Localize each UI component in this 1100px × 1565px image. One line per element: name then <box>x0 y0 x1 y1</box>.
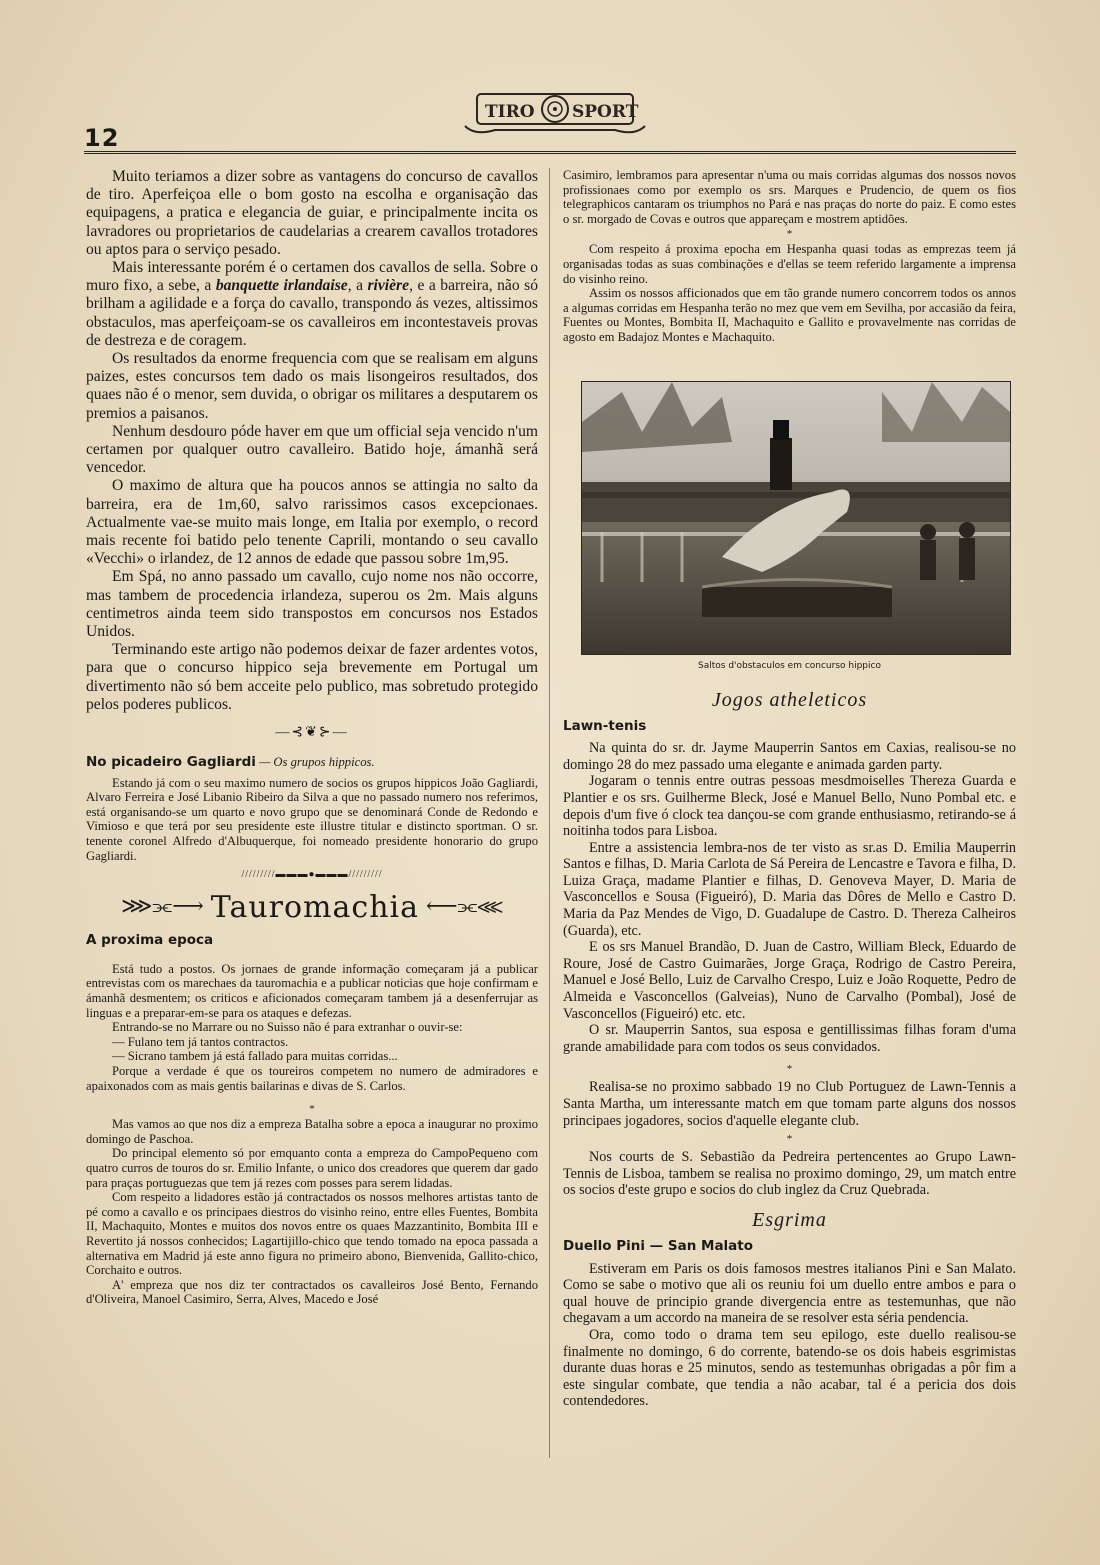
article-title: Lawn-tenis <box>563 717 647 734</box>
paragraph: Assim os nossos afficionados que em tão grande numero concorrem todos os annos a algumas corridas em Hespanha terão no mez que vem em Sevilha, por accasião da feira, Fuentes ou Montes, Bombita II, Machaquito e Gallito e provavelmente nas corridas de agosto em Badajoz Montes e Machaquito. <box>563 286 1016 344</box>
right-column <box>563 168 1016 1410</box>
paragraph: Nos courts de S. Sebastião da Pedreira pertencentes ao Grupo Lawn-Tennis de Lisboa, tambem se realisa no proximo domingo, 29, um match entre os socios d'este grupo e socios do club inglez da Cruz Quebrada. <box>563 1149 1016 1199</box>
paragraph: Mas vamos ao que nos diz a empreza Batalha sobre a epoca a inaugurar no proximo domingo de Paschoa. <box>86 1117 538 1146</box>
text: , e a barreira, não só brilham a agilidade e a força do cavallo, transpondo ás vezes, altissimos obstaculos, mas aperfeiçoam-se os cavalleiros em incontestaveis provas de destreza e de coragem. <box>86 277 538 349</box>
paragraph: Porque a verdade é que os toureiros competem no numero de admiradores e apaixonados com as mais gentis bailarinas e divas de S. Carlos. <box>86 1064 538 1093</box>
paragraph: — Fulano tem já tantos contractos. <box>112 1034 289 1049</box>
svg-text:SPORT: SPORT <box>572 102 639 122</box>
paragraph: Está tudo a postos. Os jornaes de grande informação começaram já a publicar entrevistas com os marechaes da tauromachia e a publicar noticias que hoje confirmam e ámanhã desmentem; os criticos e aficionados começaram tambem já a desenferrujar as linguas e a preparar-em-se para os ataques e defezas. <box>86 961 538 1020</box>
paragraph: Os resultados da enorme frequencia com que se realisam em alguns paizes, estes concursos tem dado os mais lisongeiros resultados, dos quaes não é o menor, sem duvida, o obrigar os militares a desputarem os premios a paisanos. <box>86 350 538 422</box>
paragraph: — Sicrano tambem já está fallado para muitas corridas... <box>112 1049 398 1064</box>
svg-text:TIRO: TIRO <box>485 102 535 122</box>
masthead-logo <box>455 86 655 138</box>
ornament-divider: /////////▬▬▬●▬▬▬///////// <box>241 869 383 881</box>
horse-jump-photo <box>581 381 1011 655</box>
paragraph: Jogaram o tennis entre outras pessoas mesdmoiselles Thereza Guarda e Plantier e os srs. Guilherme Bleck, José e Manuel Bello, Nuno Pombal etc. e depois d'um five ó clock tea dançou-se com grande enthusiasmo, retirando-se á noitinha todos para Lisboa. <box>563 773 1016 840</box>
left-column <box>86 168 538 1307</box>
asterisk-divider: * <box>786 228 793 241</box>
paragraph: Em Spá, no anno passado um cavallo, cujo nome nos não occorre, mas tambem de procedencia irlandeza, superou os 2m. Mais alguns centimetros ainda teem sido transpostos em concursos nos Estados Unidos. <box>86 568 538 641</box>
paragraph: Terminando este artigo não podemos deixar de fazer ardentes votos, para que o concurso hippico seja brevemente em Portugal um divertimento não só bem acceite pelo publico, mas sobretudo protegido pelos poderes publicos. <box>86 641 538 713</box>
article-subtitle: — Os grupos hippicos. <box>255 755 375 770</box>
article-title: No picadeiro Gagliardi <box>86 754 256 771</box>
paragraph: Muito teriamos a dizer sobre as vantagens do concurso de cavallos de tiro. Aperfeiçoa elle o bom gosto na escolha e organisação das equipagens, a pratica e elegancia de guiar, e principalmente incita os lavradores ou proprietarios de caudelarias a crearem cavallos trotadores ou aptos para o serviço pesado. <box>86 168 538 258</box>
paragraph: Estando já com o seu maximo numero de socios os grupos hippicos João Gagliardi, Alvaro Ferreira e José Libanio Ribeiro da Silva a que no passado numero nos referimos, está organisando-se um quarto e novo grupo que se denominará Conde de Redondo e Vimioso e que terá por seu presidente este illustre titular e distincto sportman. O sr. tenente coronel Alfredo d'Albuquerque, foi nomeado presidente honorario do grupo Gagliardi. <box>86 775 538 863</box>
paragraph: A' empreza que nos diz ter contractados os cavalleiros José Bento, Fernando d'Oliveira, Manoel Casimiro, Serra, Alves, Macedo e José <box>86 1277 538 1307</box>
lawn-tenis-article <box>563 718 1016 1199</box>
article-title: Duello Pini — San Malato <box>563 1237 754 1254</box>
flourish-icon: ⋙⫘⟶ <box>121 894 211 920</box>
picadeiro-heading <box>86 755 538 770</box>
paragraph: O maximo de altura que ha poucos annos se attingia no salto da barreira, era de 1m,60, salvo rarissimos casos excepcionaes. Actualmente vae-se muito mais longe, em Italia por exemplo, o record mais recente foi batido pelo tenente Caprili, montando o seu cavallo «Vecchi» o irlandez, de 12 annos de edade que passou sobre 1m,95. <box>86 477 538 568</box>
paragraph: Na quinta do sr. dr. Jayme Mauperrin Santos em Caxias, realisou-se no domingo 28 do mez passado uma elegante e animada garden party. <box>563 740 1016 773</box>
asterisk-divider: * <box>309 1103 315 1116</box>
paragraph: Nenhum desdouro póde haver em que um official seja vencido n'um certamen por qualquer outro cavalleiro. Batido hoje, ámanhã será vencedor. <box>86 422 538 477</box>
section-title <box>86 890 538 925</box>
ornament-divider: —⊰❦⊱— <box>275 725 349 741</box>
paragraph: Realisa-se no proximo sabbado 19 no Club Portuguez de Lawn-Tennis a Santa Martha, um interessante match em que tomam parte alguns dos nossos principaes jogadores, socios d'aquelle elegante club. <box>563 1079 1016 1129</box>
tauromachia-continued <box>563 168 1016 345</box>
text: rivière <box>367 277 410 295</box>
section-title: Esgrima <box>752 1208 827 1231</box>
text: , a <box>347 277 368 295</box>
photo-illustration <box>582 382 1010 654</box>
photo-caption: Saltos d'obstaculos em concurso hippico <box>698 660 881 671</box>
page-number: 12 <box>84 124 120 152</box>
paragraph: Entre a assistencia lembra-nos de ter visto as sr.as D. Emilia Mauperrin Santos e filhas, D. Maria Carlota de Sá Pereira de Lencastre e Tavora e filha, D. Luiza Graça, madame Plantier e filhas, D. Genoveva Mayer, D. Maria de Vasconcellos e Sousa (Figueiró), D. Maria das Dôres de Mello e Castro D. Maria da Paz Mendes de Vigo, D. Guadalupe de Castro. D. Thereza Calheiros (Guarda), etc. <box>563 839 1016 939</box>
paragraph: Do principal elemento só por emquanto conta a empreza do CampoPequeno com quatro curros de touros do sr. Emilio Infante, o unico dos creadores que querem dar gado para praças portuguezas que tem já rezes com posses para serem lidadas. <box>86 1146 538 1190</box>
picadeiro-article <box>86 755 538 863</box>
paragraph: O sr. Mauperrin Santos, sua esposa e gentillissimas filhas foram d'uma grande amabilidade para com todos os seus convidados. <box>563 1022 1016 1055</box>
asterisk-divider: * <box>786 1133 793 1146</box>
paragraph: Ora, como todo o drama tem seu epilogo, este duello realisou-se finalmente no domingo, 6 do corrente, batendo-se os dois habeis esgrimistas durante duas horas e 25 minutos, sendo as testemunhas obrigadas a pôr fim a este singular combate, que tendia a não acabar, tal é a pericia dos dois contendedores. <box>563 1326 1016 1410</box>
article-title: A proxima epoca <box>86 932 214 949</box>
esgrima-article <box>563 1238 1016 1410</box>
paragraph: Casimiro, lembramos para apresentar n'uma ou mais corridas algumas dos nossos novos profissionaes como por exemplo os srs. Marques e Prudencio, de quem os fios telegraphicos cantaram os triumphos no Pará e nas praças do norte do paiz. E como estes o sr. morgado de Covas e outros que appareçam e mostrem aptidões. <box>563 168 1016 226</box>
paragraph <box>86 259 538 350</box>
tauromachia-article <box>86 933 538 1307</box>
section-title: Jogos atheleticos <box>711 688 868 711</box>
flourish-icon: ⟵⫘⋘ <box>419 894 503 920</box>
section-title-text: Tauromachia <box>210 890 419 926</box>
text: Mais interessante porém é o certamen dos cavallos de sella. Sobre o muro fixo, a sebe, a <box>86 259 538 295</box>
paragraph: Entrando-se no Marrare ou no Suisso não é para extranhar o ouvir-se: <box>112 1020 463 1035</box>
paragraph: Estiveram em Paris os dois famosos mestres italianos Pini e San Malato. Como se sabe o motivo que ali os reuniu foi um duello entre ambos e para o qual houve de principio grande divergencia entre as testemunhas, que não chegavam a um accordo na maneira de se resolver esta séria pendencia. <box>563 1260 1016 1327</box>
paragraph: E os srs Manuel Brandão, D. Juan de Castro, William Bleck, Eduardo de Roure, José de Castro Guimarães, Jorge Graça, Rodrigo de Castro Pereira, Manuel e José Bello, Luiz de Carvalho Crespo, Luiz e João Roquette, Pedro de Almeida e Vasconcellos (Galveias), Nuno de Carvalho (Pombal), José de Vasconcellos (Figueiró) etc. etc. <box>563 939 1016 1022</box>
asterisk-divider: * <box>786 1063 793 1076</box>
text: banquette irlandaise <box>215 277 348 295</box>
concurso-article <box>86 168 538 714</box>
column-separator <box>549 168 550 1458</box>
paragraph: Com respeito á proxima epocha em Hespanha quasi todas as emprezas teem já organisadas todas as suas combinações e d'ellas se teem referido largamente a imprensa do visinho reino. <box>563 242 1016 286</box>
paragraph: Com respeito a lidadores estão já contractados os nossos melhores artistas tanto de pé como a cavallo e os principaes diestros do visinho reino, entre elles Fuentes, Bombita II, Machaquito, Montes e muitos dos novos entre os quaes Mazzantinito, Bombita III e Revertito já nossos conhecidos; Lagartijillo-chico que tendo tomado na epoca passada a alternativa em Madrid já este anno figura no primeiro abono, Bienvenida, Gallito-chico, Corchaito e outros. <box>86 1190 538 1278</box>
top-rule <box>84 151 1016 157</box>
